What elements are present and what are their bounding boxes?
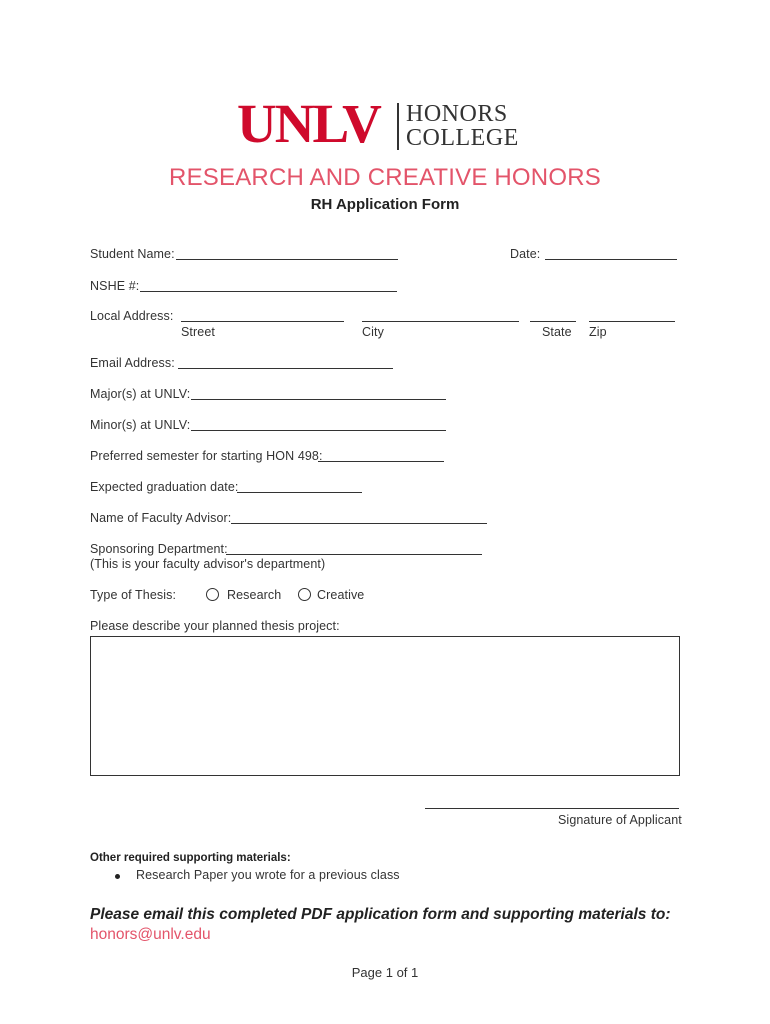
describe-project-label: Please describe your planned thesis project: (90, 619, 340, 633)
project-description-textarea[interactable] (90, 636, 680, 776)
signature-label: Signature of Applicant (558, 813, 682, 827)
logo-college-text: COLLEGE (406, 125, 519, 151)
email-instruction: Please email this completed PDF application form and supporting materials to: (90, 906, 671, 923)
zip-field[interactable] (589, 321, 675, 322)
preferred-semester-label: Preferred semester for starting HON 498: (90, 449, 323, 463)
nshe-field[interactable] (140, 291, 397, 292)
expected-graduation-label: Expected graduation date: (90, 480, 239, 494)
state-field[interactable] (530, 321, 576, 322)
faculty-advisor-field[interactable] (231, 523, 487, 524)
date-field[interactable] (545, 259, 677, 260)
logo-honors-text: HONORS (406, 101, 508, 127)
research-radio[interactable] (206, 588, 219, 601)
majors-field[interactable] (191, 399, 446, 400)
supporting-materials-title: Other required supporting materials: (90, 852, 291, 864)
supporting-material-item: Research Paper you wrote for a previous class (136, 868, 400, 882)
email-link[interactable]: honors@unlv.edu (90, 926, 211, 943)
creative-radio[interactable] (298, 588, 311, 601)
thesis-type-label: Type of Thesis: (90, 588, 177, 602)
city-field[interactable] (362, 321, 519, 322)
date-label: Date: (510, 247, 541, 261)
page-title: RESEARCH AND CREATIVE HONORS (169, 164, 601, 191)
research-radio-label: Research (227, 588, 282, 602)
email-address-label: Email Address: (90, 356, 175, 370)
signature-field[interactable] (425, 808, 679, 809)
street-caption: Street (181, 325, 215, 339)
form-subtitle: RH Application Form (310, 196, 460, 213)
faculty-advisor-label: Name of Faculty Advisor: (90, 511, 232, 525)
majors-label: Major(s) at UNLV: (90, 387, 191, 401)
preferred-semester-field[interactable] (318, 461, 444, 462)
bullet-icon (115, 874, 120, 879)
logo-divider (397, 103, 399, 150)
minors-label: Minor(s) at UNLV: (90, 418, 191, 432)
zip-caption: Zip (589, 325, 607, 339)
student-name-label: Student Name: (90, 247, 175, 261)
nshe-label: NSHE #: (90, 279, 140, 293)
sponsoring-department-label: Sponsoring Department: (90, 542, 228, 556)
email-address-field[interactable] (178, 368, 393, 369)
sponsoring-department-field[interactable] (226, 554, 482, 555)
minors-field[interactable] (191, 430, 446, 431)
state-caption: State (542, 325, 572, 339)
creative-radio-label: Creative (317, 588, 365, 602)
student-name-field[interactable] (176, 259, 398, 260)
street-field[interactable] (181, 321, 344, 322)
unlv-logo-wordmark: UNLV (237, 93, 380, 154)
page-number: Page 1 of 1 (351, 965, 419, 980)
expected-graduation-field[interactable] (237, 492, 362, 493)
local-address-label: Local Address: (90, 309, 174, 323)
city-caption: City (362, 325, 384, 339)
sponsoring-department-note: (This is your faculty advisor's department) (90, 557, 326, 571)
